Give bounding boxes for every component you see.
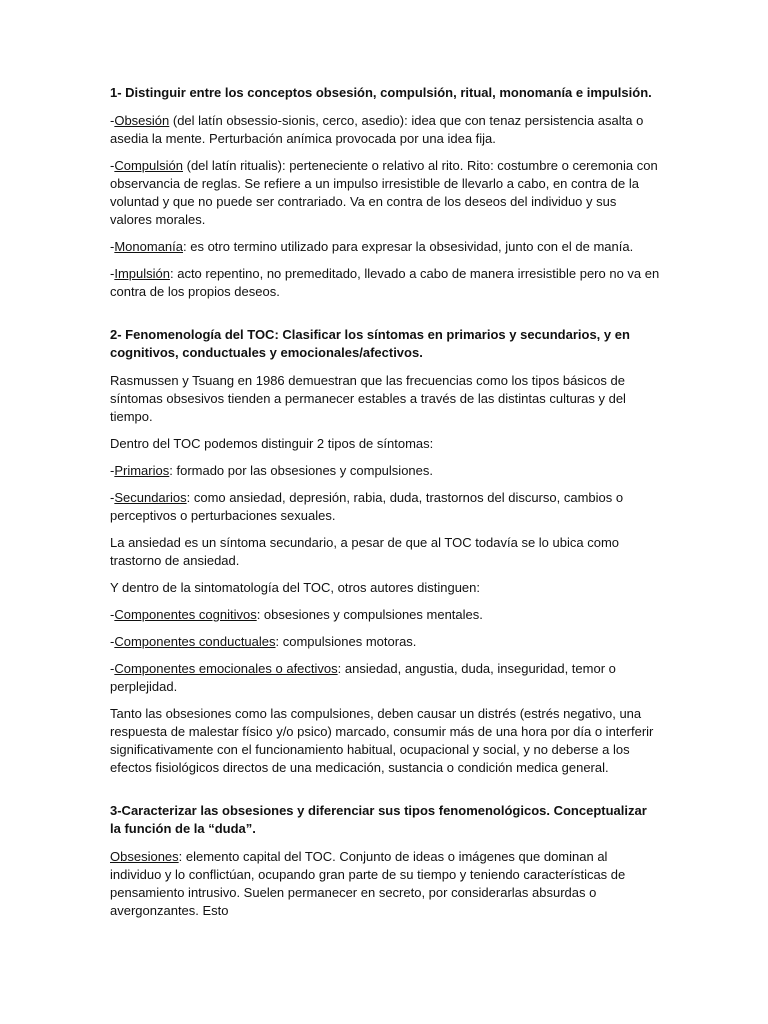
paragraph: La ansiedad es un síntoma secundario, a pesar de que al TOC todavía se lo ubica como trastorno de ansiedad. [110, 535, 620, 568]
section-gap [110, 786, 660, 802]
definition-text: (del latín obsessio-sionis, cerco, asedio): idea que con tenaz persistencia asalta o asedia la mente. Perturbación anímica provocada por una idea fija. [110, 113, 644, 146]
section-gap [110, 310, 660, 326]
prefix: - [110, 158, 115, 173]
definition-compulsion [110, 157, 660, 229]
document-content [110, 84, 660, 929]
paragraph: Tanto las obsesiones como las compulsiones, deben causar un distrés (estrés negativo, una respuesta de malestar físico y/o psico) marcado, consumir más de una hora por día o interferir significativamente con el funcionamiento habitual, ocupacional y social, y no deberse a los efectos fisiológicos directos de una medicación, sustancia o condición medica general. [110, 706, 654, 775]
definition-text: : obsesiones y compulsiones mentales. [256, 607, 483, 622]
term-componentes-conductuales: Componentes conductuales [114, 634, 276, 649]
definition-text: (del latín ritualis): perteneciente o relativo al rito. Rito: costumbre o ceremonia con observancia de reglas. Se refiere a un impulso irresistible de llevarlo a cabo, en contra de la voluntad y que no puede ser contrariado. Va en contra de los deseos del individuo y sus valores morales. [110, 158, 658, 227]
paragraph: Y dentro de la sintomatología del TOC, otros autores distinguen: [110, 580, 481, 595]
paragraph: Rasmussen y Tsuang en 1986 demuestran que las frecuencias como los tipos básicos de síntomas obsesivos tienden a permanecer estables a través de las distintas culturas y del tiempo. [110, 373, 626, 424]
prefix: - [110, 490, 115, 505]
component-conductuales [110, 633, 660, 651]
section2-heading: 2- Fenomenología del TOC: Clasificar los síntomas en primarios y secundarios, y en cognitivos, conductuales y emocionales/afectivos. [110, 327, 630, 360]
definition-text: : compulsiones motoras. [275, 634, 417, 649]
prefix: - [110, 607, 115, 622]
term-secundarios: Secundarios [114, 490, 187, 505]
term-componentes-cognitivos: Componentes cognitivos [114, 607, 257, 622]
component-emocionales [110, 660, 660, 696]
definition-monomania [110, 238, 660, 256]
definition-text: : acto repentino, no premeditado, llevado a cabo de manera irresistible pero no va en contra de los propios deseos. [110, 266, 660, 299]
definition-obsesiones [110, 848, 660, 920]
term-componentes-emocionales: Componentes emocionales o afectivos [114, 661, 338, 676]
definition-text: : es otro termino utilizado para expresar la obsesividad, junto con el de manía. [183, 239, 634, 254]
definition-text: : como ansiedad, depresión, rabia, duda, trastornos del discurso, cambios o perceptivos o perturbaciones sexuales. [110, 490, 624, 523]
definition-obsesion [110, 112, 660, 148]
prefix: - [110, 266, 115, 281]
prefix: - [110, 463, 115, 478]
definition-text: : ansiedad, angustia, duda, inseguridad, temor o perplejidad. [110, 661, 616, 694]
definition-impulsion [110, 265, 660, 301]
prefix: - [110, 113, 115, 128]
term-primarios: Primarios [114, 463, 170, 478]
section1-heading: 1- Distinguir entre los conceptos obsesión, compulsión, ritual, monomanía e impulsión. [110, 85, 652, 100]
section3-heading: 3-Caracterizar las obsesiones y diferenciar sus tipos fenomenológicos. Conceptualizar la función de la “duda”. [110, 803, 647, 836]
symptom-secundarios [110, 489, 660, 525]
paragraph: Dentro del TOC podemos distinguir 2 tipos de síntomas: [110, 436, 434, 451]
prefix: - [110, 239, 115, 254]
term-impulsion: Impulsión [114, 266, 170, 281]
component-cognitivos [110, 606, 660, 624]
prefix: - [110, 634, 115, 649]
term-obsesiones: Obsesiones [110, 849, 179, 864]
term-monomania: Monomanía [114, 239, 183, 254]
definition-text: : formado por las obsesiones y compulsiones. [169, 463, 433, 478]
prefix: - [110, 661, 115, 676]
term-obsesion: Obsesión [114, 113, 170, 128]
definition-text: : elemento capital del TOC. Conjunto de ideas o imágenes que dominan al individuo y lo conflictúan, ocupando gran parte de su tiempo y teniendo características de pensamiento intrusivo. Suelen permanecer en secreto, por considerarlas absurdas o avergonzantes. Esto [110, 849, 626, 918]
symptom-primarios [110, 462, 660, 480]
term-compulsion: Compulsión [114, 158, 183, 173]
